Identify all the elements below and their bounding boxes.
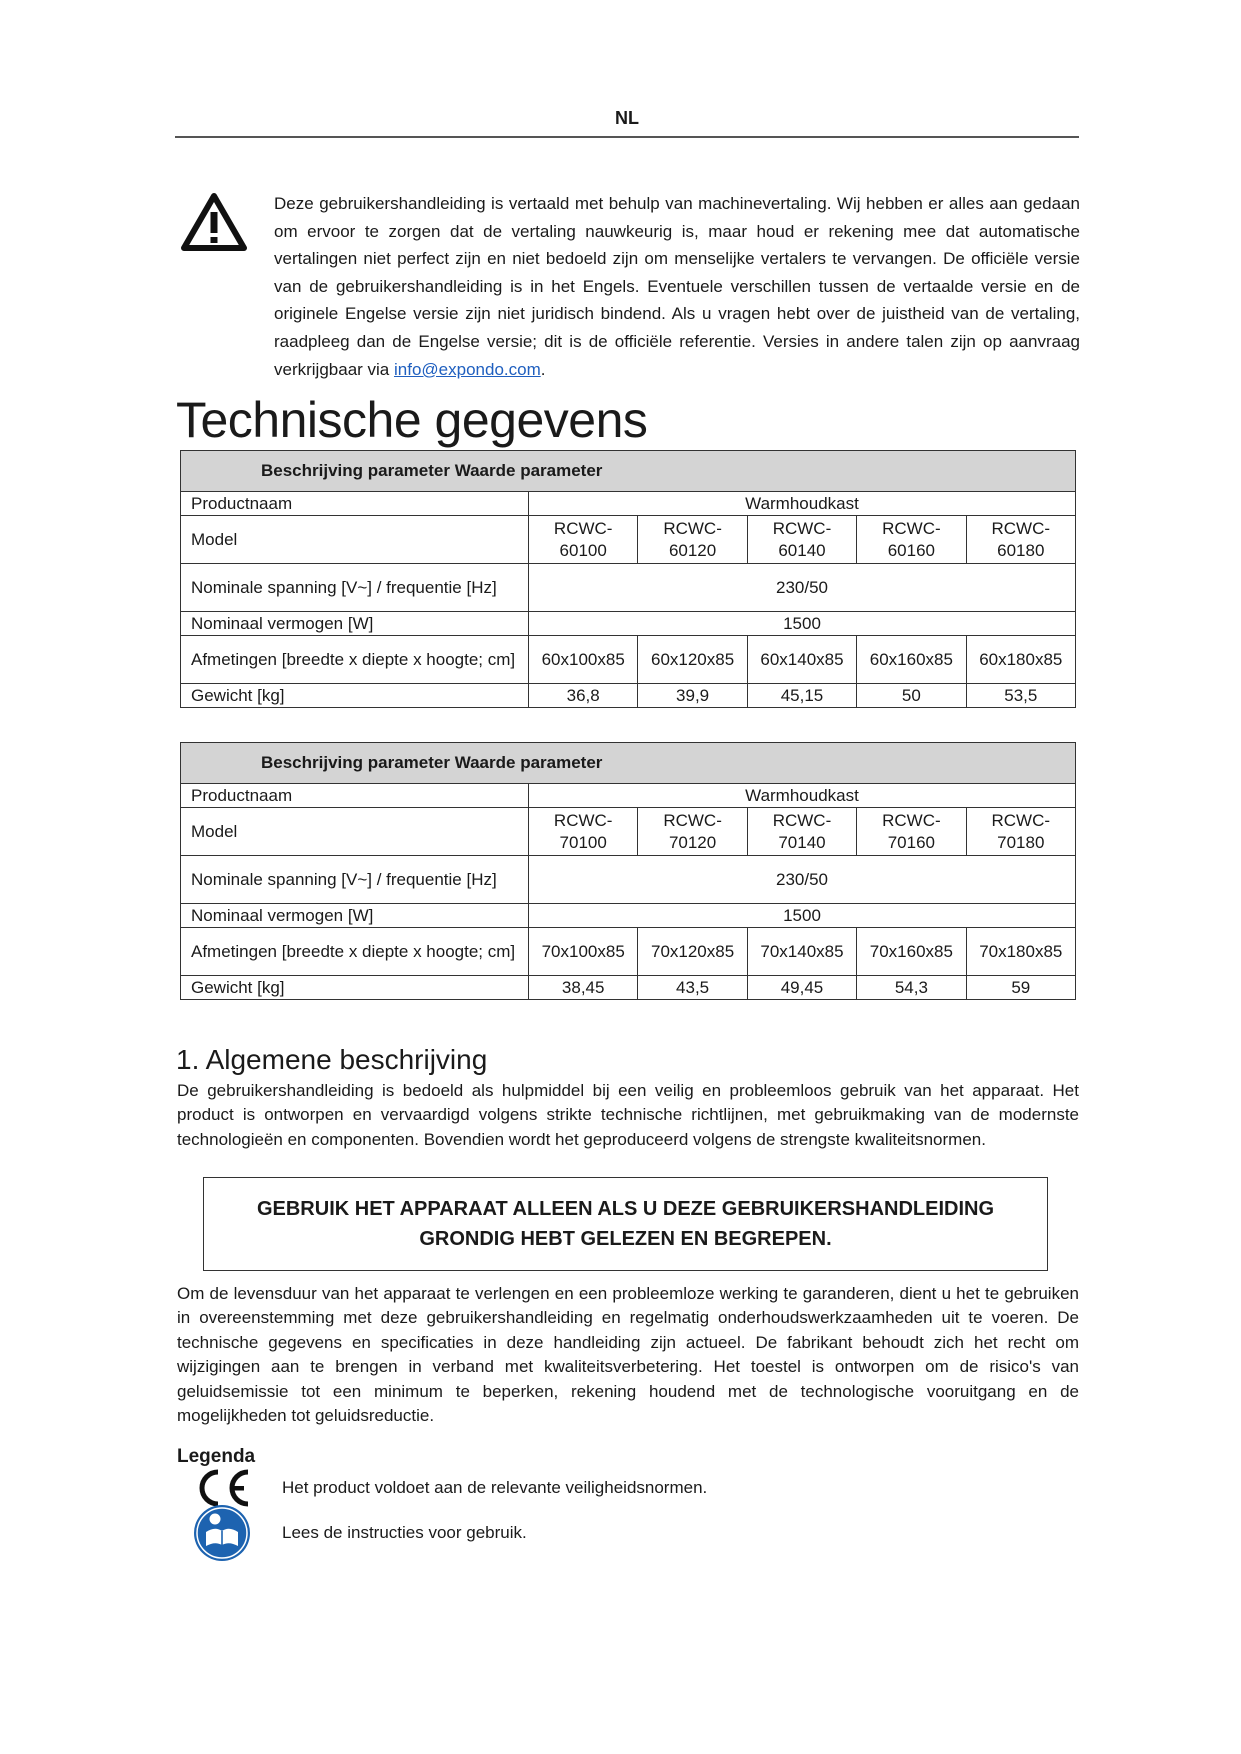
weight-label: Gewicht [kg] — [181, 684, 529, 708]
dimensions-cell: 60x180x85 — [966, 636, 1075, 684]
legend-text: Lees de instructies voor gebruik. — [282, 1523, 527, 1542]
product-value: Warmhoudkast — [529, 784, 1076, 808]
spec-table-70 — [180, 742, 1076, 1000]
power-label: Nominaal vermogen [W] — [181, 904, 529, 928]
dimensions-cell: 60x140x85 — [747, 636, 856, 684]
dimensions-label: Afmetingen [breedte x diepte x hoogte; cm] — [181, 636, 529, 684]
dimensions-cell: 60x100x85 — [529, 636, 638, 684]
legend-item — [190, 1467, 707, 1509]
dimensions-cell: 70x180x85 — [966, 928, 1075, 976]
product-value: Warmhoudkast — [529, 492, 1076, 516]
dimensions-label: Afmetingen [breedte x diepte x hoogte; cm] — [181, 928, 529, 976]
weight-cell: 50 — [857, 684, 966, 708]
weight-cell: 49,45 — [747, 976, 856, 1000]
model-cell: RCWC- 60100 — [529, 516, 638, 564]
voltage-label: Nominale spanning [V~] / frequentie [Hz] — [181, 564, 529, 612]
dimensions-cell: 70x120x85 — [638, 928, 747, 976]
legend-text: Het product voldoet aan de relevante veiligheidsnormen. — [282, 1478, 708, 1497]
voltage-value: 230/50 — [529, 564, 1076, 612]
legend-title: Legenda — [177, 1446, 256, 1467]
weight-cell: 38,45 — [529, 976, 638, 1000]
dimensions-cell: 60x120x85 — [638, 636, 747, 684]
weight-label: Gewicht [kg] — [181, 976, 529, 1000]
dimensions-cell: 70x160x85 — [857, 928, 966, 976]
model-cell: RCWC- 60120 — [638, 516, 747, 564]
legend-item — [190, 1504, 527, 1562]
usage-paragraph: Om de levensduur van het apparaat te verlengen en een probleemloze werking te garanderen, dient u het te gebruiken in overeenstemming met deze gebruikershandleiding en regelmatig onderhoudswerkzaamheden uit te voeren. De technische gegevens en specificaties in deze handleiding zijn actueel. De fabrikant behoudt zich het recht om wijzigingen aan te brengen in verband met kwaliteitsverbetering. Het toestel is ontworpen om de risico's van geluidsemissie tot een minimum te beperken, rekening houdend met de technologische vooruitgang en de mogelijkheden tot geluidsreductie. — [177, 1284, 1079, 1426]
dimensions-cell: 70x100x85 — [529, 928, 638, 976]
page-language-header: NL — [175, 108, 1079, 138]
product-label: Productnaam — [181, 492, 529, 516]
weight-cell: 39,9 — [638, 684, 747, 708]
model-cell: RCWC- 60160 — [857, 516, 966, 564]
model-cell: RCWC- 60140 — [747, 516, 856, 564]
model-label: Model — [181, 516, 529, 564]
weight-cell: 43,5 — [638, 976, 747, 1000]
model-cell: RCWC- 70180 — [966, 808, 1075, 856]
model-cell: RCWC- 60180 — [966, 516, 1075, 564]
model-cell: RCWC- 70140 — [747, 808, 856, 856]
weight-cell: 54,3 — [857, 976, 966, 1000]
voltage-value: 230/50 — [529, 856, 1076, 904]
dimensions-cell: 70x140x85 — [747, 928, 856, 976]
model-cell: RCWC- 70100 — [529, 808, 638, 856]
section-title: 1. Algemene beschrijving — [176, 1044, 488, 1075]
voltage-label: Nominale spanning [V~] / frequentie [Hz] — [181, 856, 529, 904]
power-value: 1500 — [529, 904, 1076, 928]
table-header: Beschrijving parameter Waarde parameter — [181, 451, 1076, 492]
dimensions-cell: 60x160x85 — [857, 636, 966, 684]
product-label: Productnaam — [181, 784, 529, 808]
power-label: Nominaal vermogen [W] — [181, 612, 529, 636]
weight-cell: 45,15 — [747, 684, 856, 708]
spec-table-60 — [180, 450, 1076, 708]
email-link[interactable]: info@expondo.com — [394, 359, 541, 379]
table-header: Beschrijving parameter Waarde parameter — [181, 743, 1076, 784]
weight-cell: 36,8 — [529, 684, 638, 708]
translation-disclaimer: Deze gebruikershandleiding is vertaald met behulp van machinevertaling. Wij hebben er alles aan gedaan om ervoor te zorgen dat de vertaling nauwkeurig is, maar houd er rekening mee dat automatische vertalingen niet perfect zijn en niet bedoeld zijn om menselijke vertalers te vervangen. De officiële versie van de gebruikershandleiding is in het Engels. Eventuele verschillen tussen de vertaalde versie en de originele Engelse versie zijn niet juridisch bindend. Als u vragen hebt over de juistheid van de vertaling, raadpleeg dan de Engelse versie; dit is de officiële referentie. Versies in andere talen zijn op aanvraag verkrijgbaar via info@expondo.com. — [274, 194, 1080, 379]
notice-box: GEBRUIK HET APPARAAT ALLEEN ALS U DEZE GEBRUIKERSHANDLEIDING GRONDIG HEBT GELEZEN EN BEGREPEN. — [203, 1177, 1048, 1271]
intro-paragraph: De gebruikershandleiding is bedoeld als hulpmiddel bij een veilig en probleemloos gebruik van het apparaat. Het product is ontworpen en vervaardigd volgens strikte technische richtlijnen, met gebruikmaking van de modernste technologieën en componenten. Bovendien wordt het geproduceerd volgens de strengste kwaliteitsnormen. — [177, 1081, 1079, 1149]
ce-mark-icon — [193, 1467, 251, 1509]
model-cell: RCWC- 70120 — [638, 808, 747, 856]
read-manual-icon — [193, 1504, 251, 1562]
weight-cell: 53,5 — [966, 684, 1075, 708]
warning-triangle-icon — [180, 192, 248, 252]
model-label: Model — [181, 808, 529, 856]
weight-cell: 59 — [966, 976, 1075, 1000]
model-cell: RCWC- 70160 — [857, 808, 966, 856]
page-title: Technische gegevens — [176, 392, 648, 448]
power-value: 1500 — [529, 612, 1076, 636]
